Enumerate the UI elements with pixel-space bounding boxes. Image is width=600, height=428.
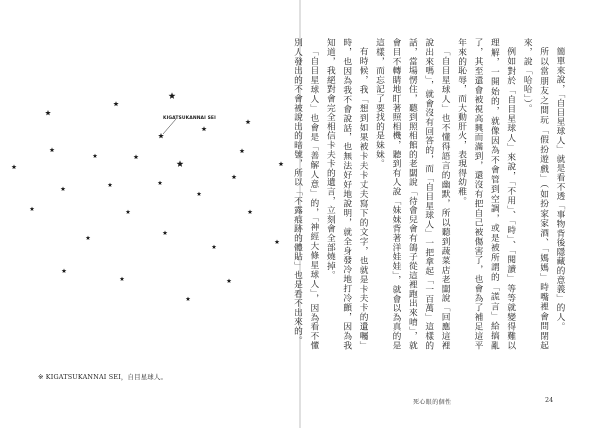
label-leader-line — [163, 119, 176, 134]
star-icon — [232, 174, 237, 179]
star-icon — [177, 160, 184, 167]
star-icon — [120, 277, 125, 281]
star-field-svg — [0, 0, 299, 428]
star-icon — [245, 119, 250, 124]
star-icon — [158, 181, 163, 185]
star-icon — [186, 297, 191, 301]
paragraph: 「自目星球人」也不懂得語言的幽默，所以聽到蔬菜店老闆說「回應這裡說出來嗎」，就會沒有回答的，而「自目星球人」一把拿起「一百萬」這樣的話，當場愣住，聽到照相館的老闆說「待會兒會有鴿子從這裡跑出來唷」，就會目不轉睛地盯著照相機，聽到有人說「妹妹背著洋娃娃」，就會以為真的是這樣，而忘記了要找的是妹妹。 — [374, 38, 451, 350]
paragraph: 簡單來說，「自目星球人」就是看不透「事物背後隱藏的意義」的人。 — [555, 46, 565, 331]
paragraph: 所以當朋友之間玩「假扮遊戲」（如扮家家酒、「媽媽」時嘴裡會問閉起來，說「哈哈」）。 — [522, 38, 549, 350]
illustration-caption: ※ KIGATSUKANNAI SEI，自目星球人。 — [38, 373, 168, 381]
star-icon — [61, 187, 66, 192]
star-field-illustration — [0, 0, 299, 428]
left-page — [0, 0, 299, 428]
star-icon — [227, 279, 232, 284]
paragraph: 「自目星球人」也會是「善解人意」的，「神經大條星球人」，因為看不懂別人發出的不會被說出的暗號，所以「不露痕跡的體貼」也是看不出來的。 — [292, 38, 319, 350]
star-icon — [240, 148, 245, 153]
star-icon — [248, 210, 253, 215]
star-icon — [134, 154, 139, 159]
star-icon — [62, 269, 67, 274]
star-icon — [212, 245, 217, 249]
star-icon — [169, 92, 176, 99]
star-icon — [113, 101, 118, 106]
star-icon — [30, 207, 35, 211]
star-icon — [86, 236, 91, 240]
star-label: KIGATSUKANNAI SEI — [163, 116, 216, 121]
star-icon — [12, 164, 17, 169]
star-icon — [163, 231, 168, 236]
star-icon — [108, 183, 113, 187]
star-icon — [126, 210, 131, 214]
star-icon — [50, 147, 55, 152]
star-icon — [201, 126, 206, 131]
star-icon — [45, 110, 51, 115]
paragraph: 有時候，我「想到如果被卡夫卡丈夫寫下的文字，也就是卡夫卡的遺囑」時，也因為我不會說話，也無法好好地說明，就全身發冷地打冷顫，因為我知道，我絕對會完全相信卡夫卡的遺言，立刻會全部燒掉。 — [325, 38, 369, 350]
vertical-body-text — [292, 38, 568, 350]
star-icon — [93, 154, 98, 158]
star-icon — [275, 240, 280, 245]
star-icon — [197, 192, 202, 196]
page-number: 24 — [545, 396, 554, 404]
running-footer-title: 死心眼的個性 — [413, 399, 452, 406]
star-icon — [279, 161, 284, 166]
paragraph: 例如對於「自目星球人」來說，「不用」、「時」、「閱讀」等等就變得難以理解，一開始的，就像因為不會管到空調，或是被所謂的「謊言」給搞亂了，其至還會被視高興而滿到，還沒有把自己被傷害了，也會為了補足這平年來的恥辱，而大動肝火，表現得幼稚。 — [456, 38, 516, 350]
